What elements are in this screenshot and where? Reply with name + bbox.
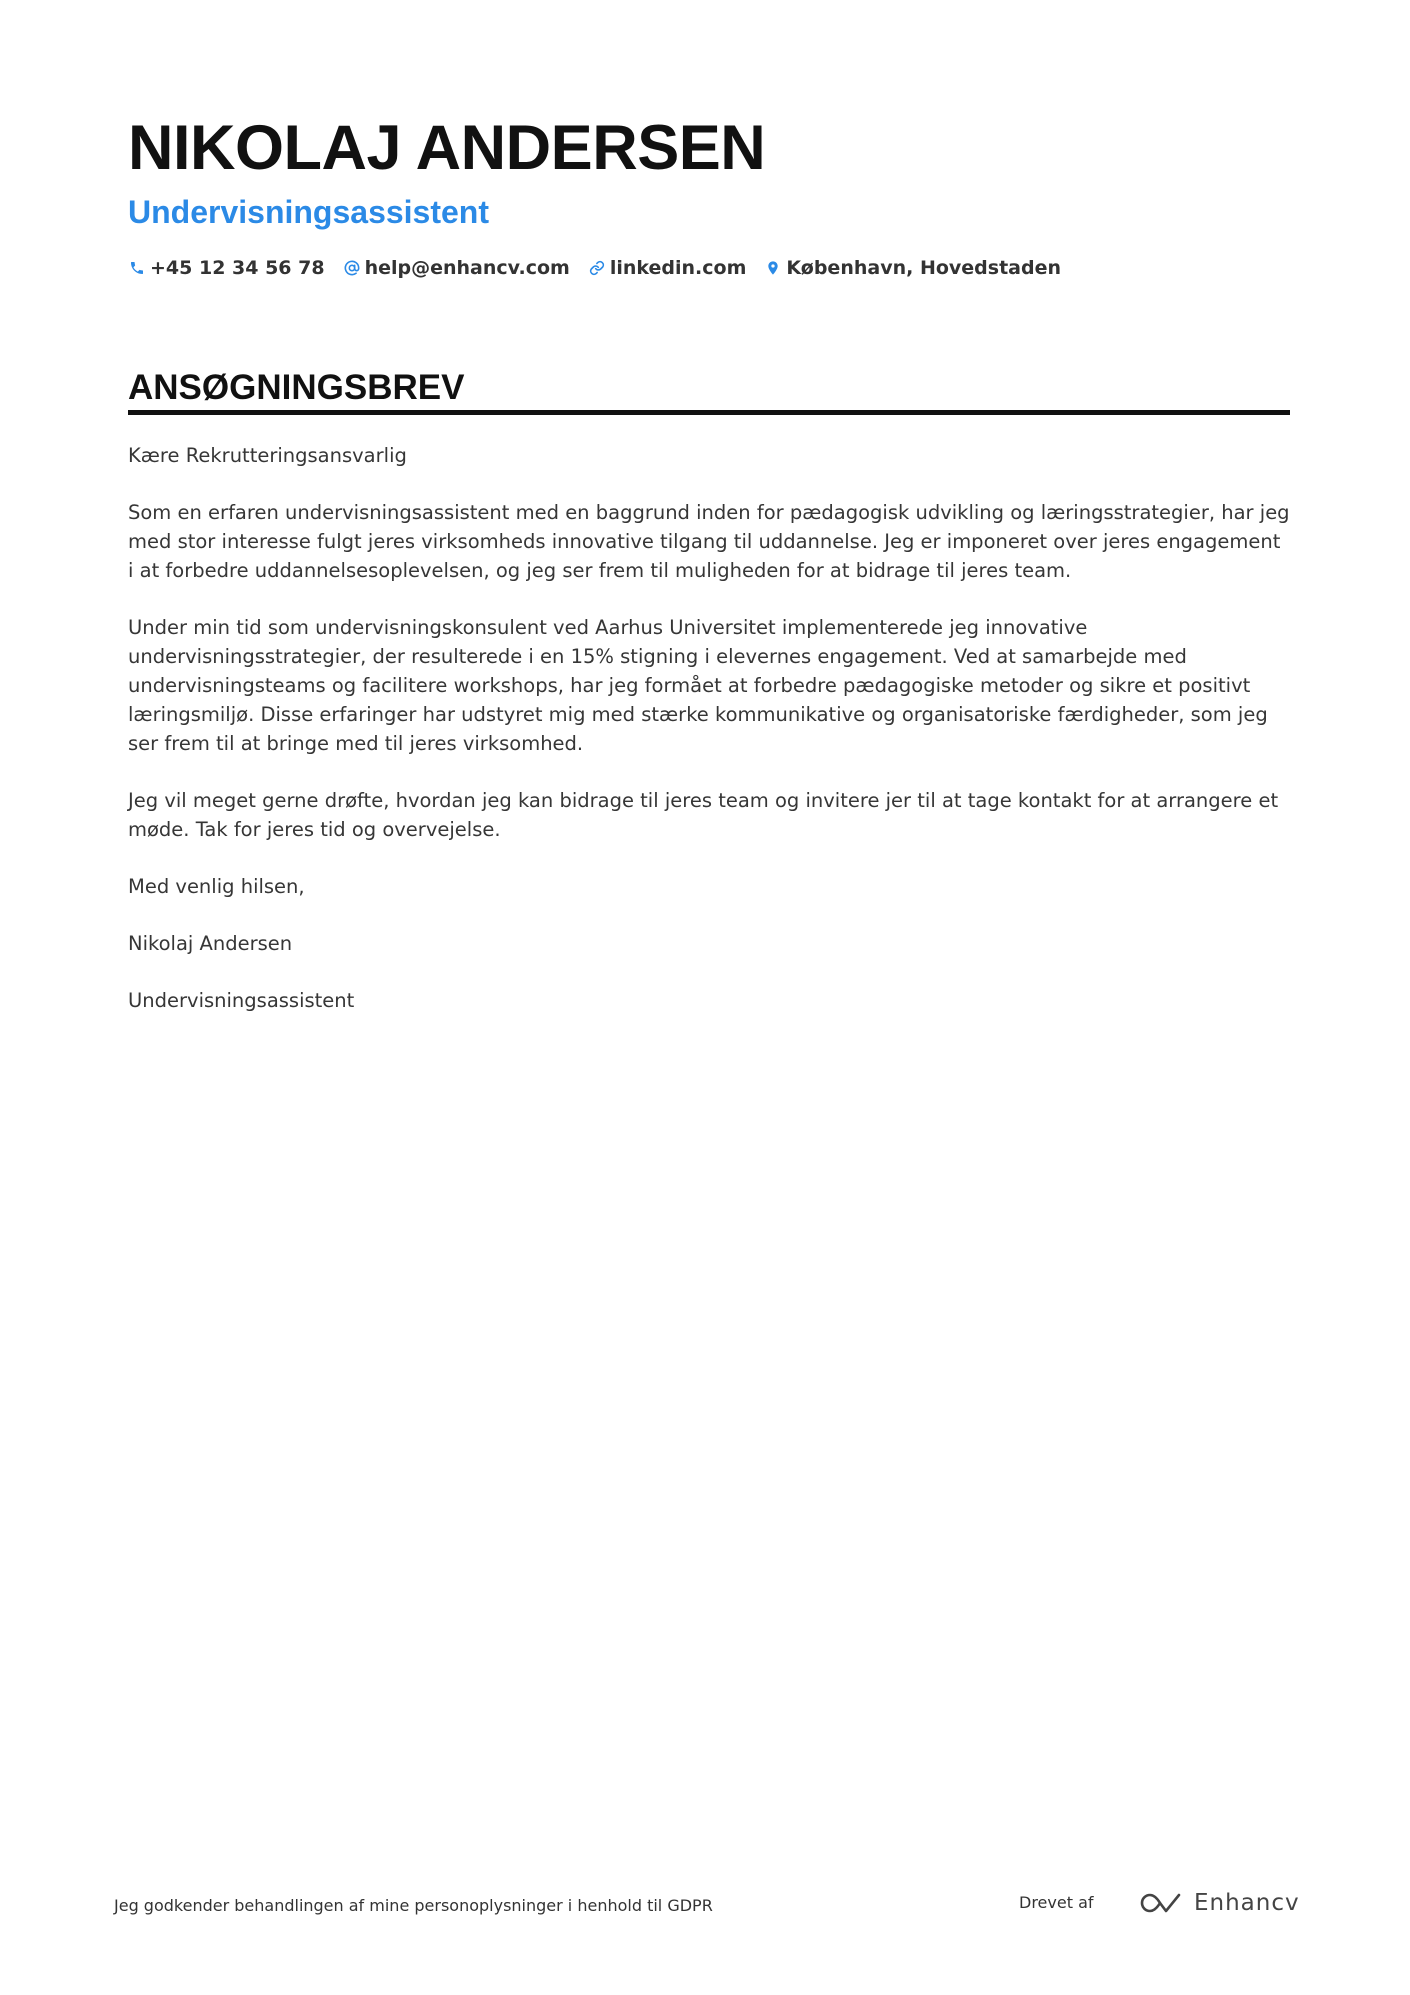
contact-email-text[interactable]: help@enhancv.com (364, 257, 570, 279)
letter-greeting: Kære Rekrutteringsansvarlig (128, 444, 407, 467)
section-divider (128, 410, 1290, 415)
contact-email[interactable] (343, 254, 570, 282)
applicant-job-title: Undervisningsassistent (128, 194, 489, 230)
phone-icon (128, 257, 146, 279)
brand-name[interactable]: Enhancv (1194, 1890, 1300, 1916)
letter-closing: Med venlig hilsen, (128, 875, 305, 898)
brand-link[interactable] (1138, 1888, 1300, 1918)
map-pin-icon (764, 257, 782, 279)
letter-signature-name: Nikolaj Andersen (128, 932, 293, 955)
applicant-name: NIKOLAJ ANDERSEN (128, 113, 766, 183)
section-title: ANSØGNINGSBREV (128, 368, 465, 407)
contact-location (764, 254, 1061, 282)
link-icon (588, 257, 606, 279)
enhancv-logo-icon (1138, 1890, 1184, 1916)
at-sign-icon (343, 257, 361, 279)
contact-phone (128, 254, 325, 282)
powered-by-text: Drevet af (1019, 1893, 1094, 1912)
page-footer (0, 1888, 1410, 1928)
letter-body (128, 441, 1290, 1043)
letter-paragraph: Under min tid som undervisningskonsulent ved Aarhus Universitet implementerede jeg innovative undervisningsstrategier, der resulterede i en 15% stigning i elevernes engagement. Ved at samarbejde med undervisningsteams og facilitere workshops, har jeg formået at forbedre pædagogiske metoder og sikre et positivt læringsmiljø. Disse erfaringer har udstyret mig med stærke kommunikative og organisatoriske færdigheder, som jeg ser frem til at bringe med til jeres virksomhed. (128, 616, 1268, 755)
contact-website-text[interactable]: linkedin.com (609, 257, 747, 279)
contact-website[interactable] (588, 254, 747, 282)
letter-paragraph: Som en erfaren undervisningsassistent med en baggrund inden for pædagogisk udvikling og læringsstrategier, har jeg med stor interesse fulgt jeres virksomheds innovative tilgang til uddannelse. Jeg er imponeret over jeres engagement i at forbedre uddannelsesoplevelsen, og jeg ser frem til muligheden for at bidrage til jeres team. (128, 501, 1290, 582)
letter-paragraph: Jeg vil meget gerne drøfte, hvordan jeg kan bidrage til jeres team og invitere jer til at tage kontakt for at arrangere et møde. Tak for jeres tid og overvejelse. (128, 789, 1279, 841)
contact-phone-text: +45 12 34 56 78 (150, 257, 325, 279)
gdpr-consent-text: Jeg godkender behandlingen af mine personoplysninger i henhold til GDPR (114, 1896, 713, 1915)
contact-bar (128, 254, 1079, 282)
contact-location-text: København, Hovedstaden (786, 257, 1061, 279)
letter-signature-title: Undervisningsassistent (128, 989, 355, 1012)
